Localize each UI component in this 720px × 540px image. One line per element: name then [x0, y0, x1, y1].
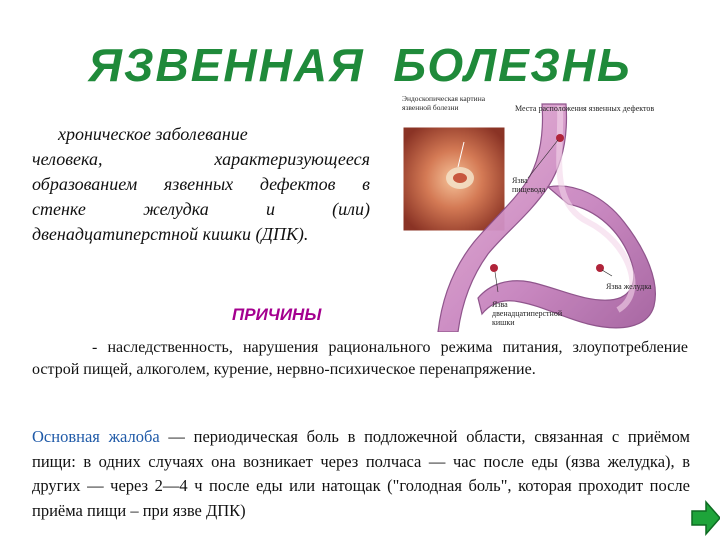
- endoscopy-caption: Эндоскопическая картина язвенной болезни: [402, 94, 486, 112]
- definition-line: хроническое заболевание: [58, 124, 248, 144]
- slide-title: ЯЗВЕННАЯ БОЛЕЗНЬ: [88, 39, 632, 91]
- duodenal-ulcer-marker: [490, 264, 498, 272]
- definition-line: двенадцатиперстной кишки (ДПК).: [32, 224, 309, 244]
- causes-text-block: [32, 337, 688, 381]
- complaint-text: — периодическая боль в подложечной области, связанная с приёмом пищи: в одних случаях она возникает через полчаса — час после еды (язва желудка), в других — через 2—4 ч после еды или натощак ("голодная боль", которая проходит после приёма пищи – при язве ДПК): [32, 427, 690, 520]
- locations-caption: Места расположения язвенных дефектов: [515, 104, 655, 113]
- definition-line: стенке желудка и (или): [32, 199, 370, 219]
- complaint-block: [32, 425, 690, 523]
- definition-line: человека, характеризующееся: [32, 149, 370, 169]
- causes-heading: ПРИЧИНЫ: [232, 305, 322, 324]
- esophagus-ulcer-label: Язва пищевода: [512, 176, 546, 194]
- stomach-illustration: [398, 92, 710, 332]
- causes-text: - наследственность, нарушения рационального режима питания, злоупотребление острой пищей, алкоголем, курение, нервно-психическое перенапряжение.: [32, 339, 688, 378]
- definition-text: [32, 122, 370, 247]
- next-arrow-icon[interactable]: [690, 500, 720, 536]
- stomach-ulcer-label: Язва желудка: [606, 282, 652, 291]
- complaint-key: Основная жалоба: [32, 427, 160, 446]
- definition-line: образованием язвенных дефектов в: [32, 174, 370, 194]
- duodenal-ulcer-label: Язва двенадцатиперстной кишки: [492, 300, 563, 327]
